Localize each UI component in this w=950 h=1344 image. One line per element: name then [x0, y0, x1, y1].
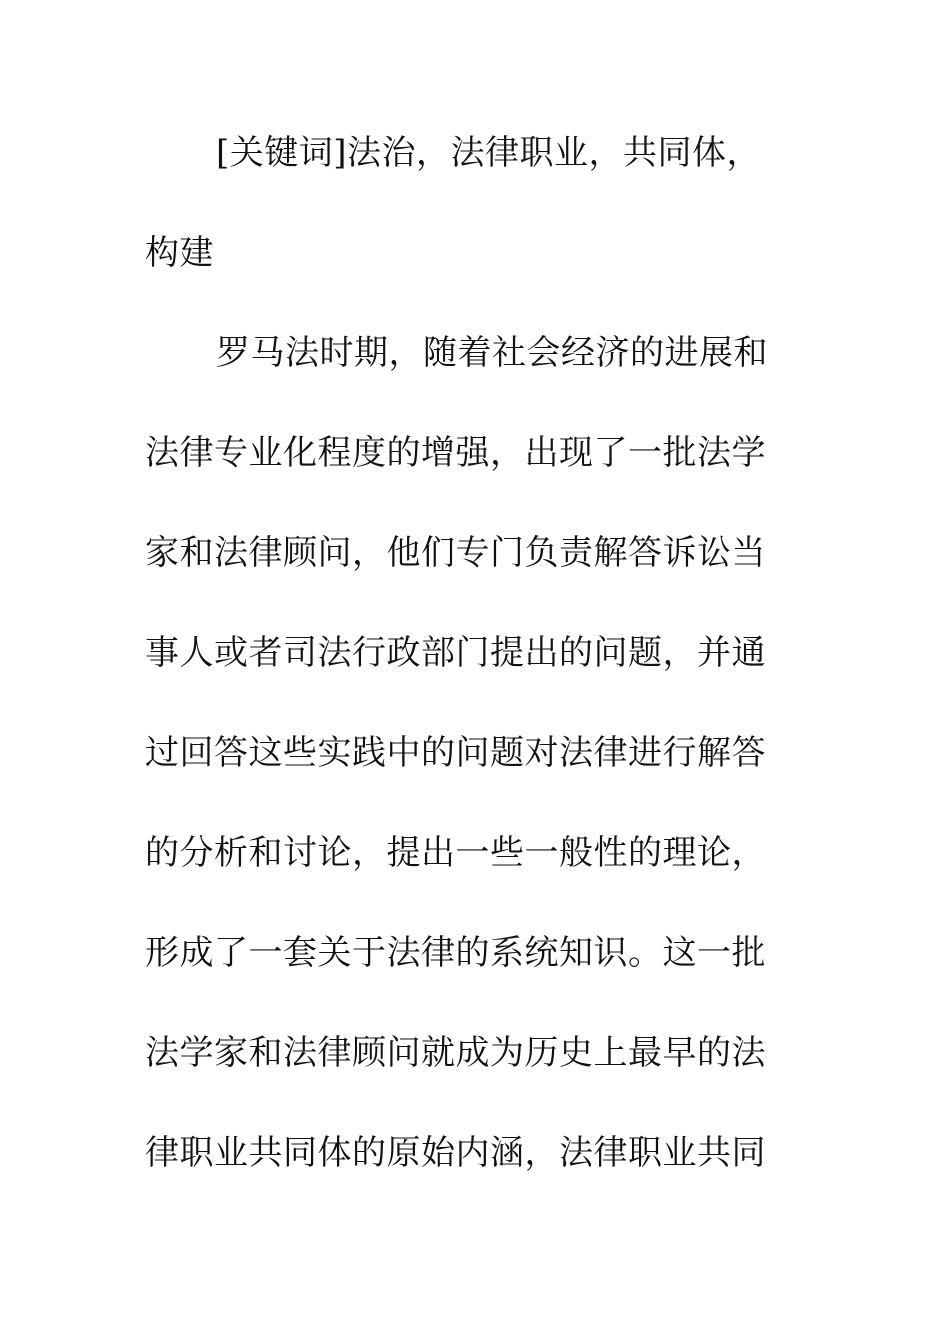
- paragraph-line: 法学家和法律顾问就成为历史上最早的法: [145, 1033, 766, 1073]
- paragraph-line: 法律专业化程度的增强，出现了一批法学: [145, 433, 766, 473]
- keywords-line: [关键词]法治，法律职业，共同体，: [216, 133, 762, 173]
- paragraph-line: 事人或者司法行政部门提出的问题，并通: [145, 633, 766, 673]
- paragraph-line: 过回答这些实践中的问题对法律进行解答: [145, 733, 766, 773]
- paragraph-line: 家和法律顾问，他们专门负责解答诉讼当: [145, 533, 766, 573]
- paragraph-line: 的分析和讨论，提出一些一般性的理论，: [145, 833, 766, 873]
- paragraph-line: 形成了一套关于法律的系统知识。这一批: [145, 933, 766, 973]
- paragraph-line: 律职业共同体的原始内涵，法律职业共同: [145, 1133, 766, 1173]
- paragraph-line: 罗马法时期，随着社会经济的进展和: [216, 333, 768, 373]
- keywords-line-continued: 构建: [145, 233, 214, 273]
